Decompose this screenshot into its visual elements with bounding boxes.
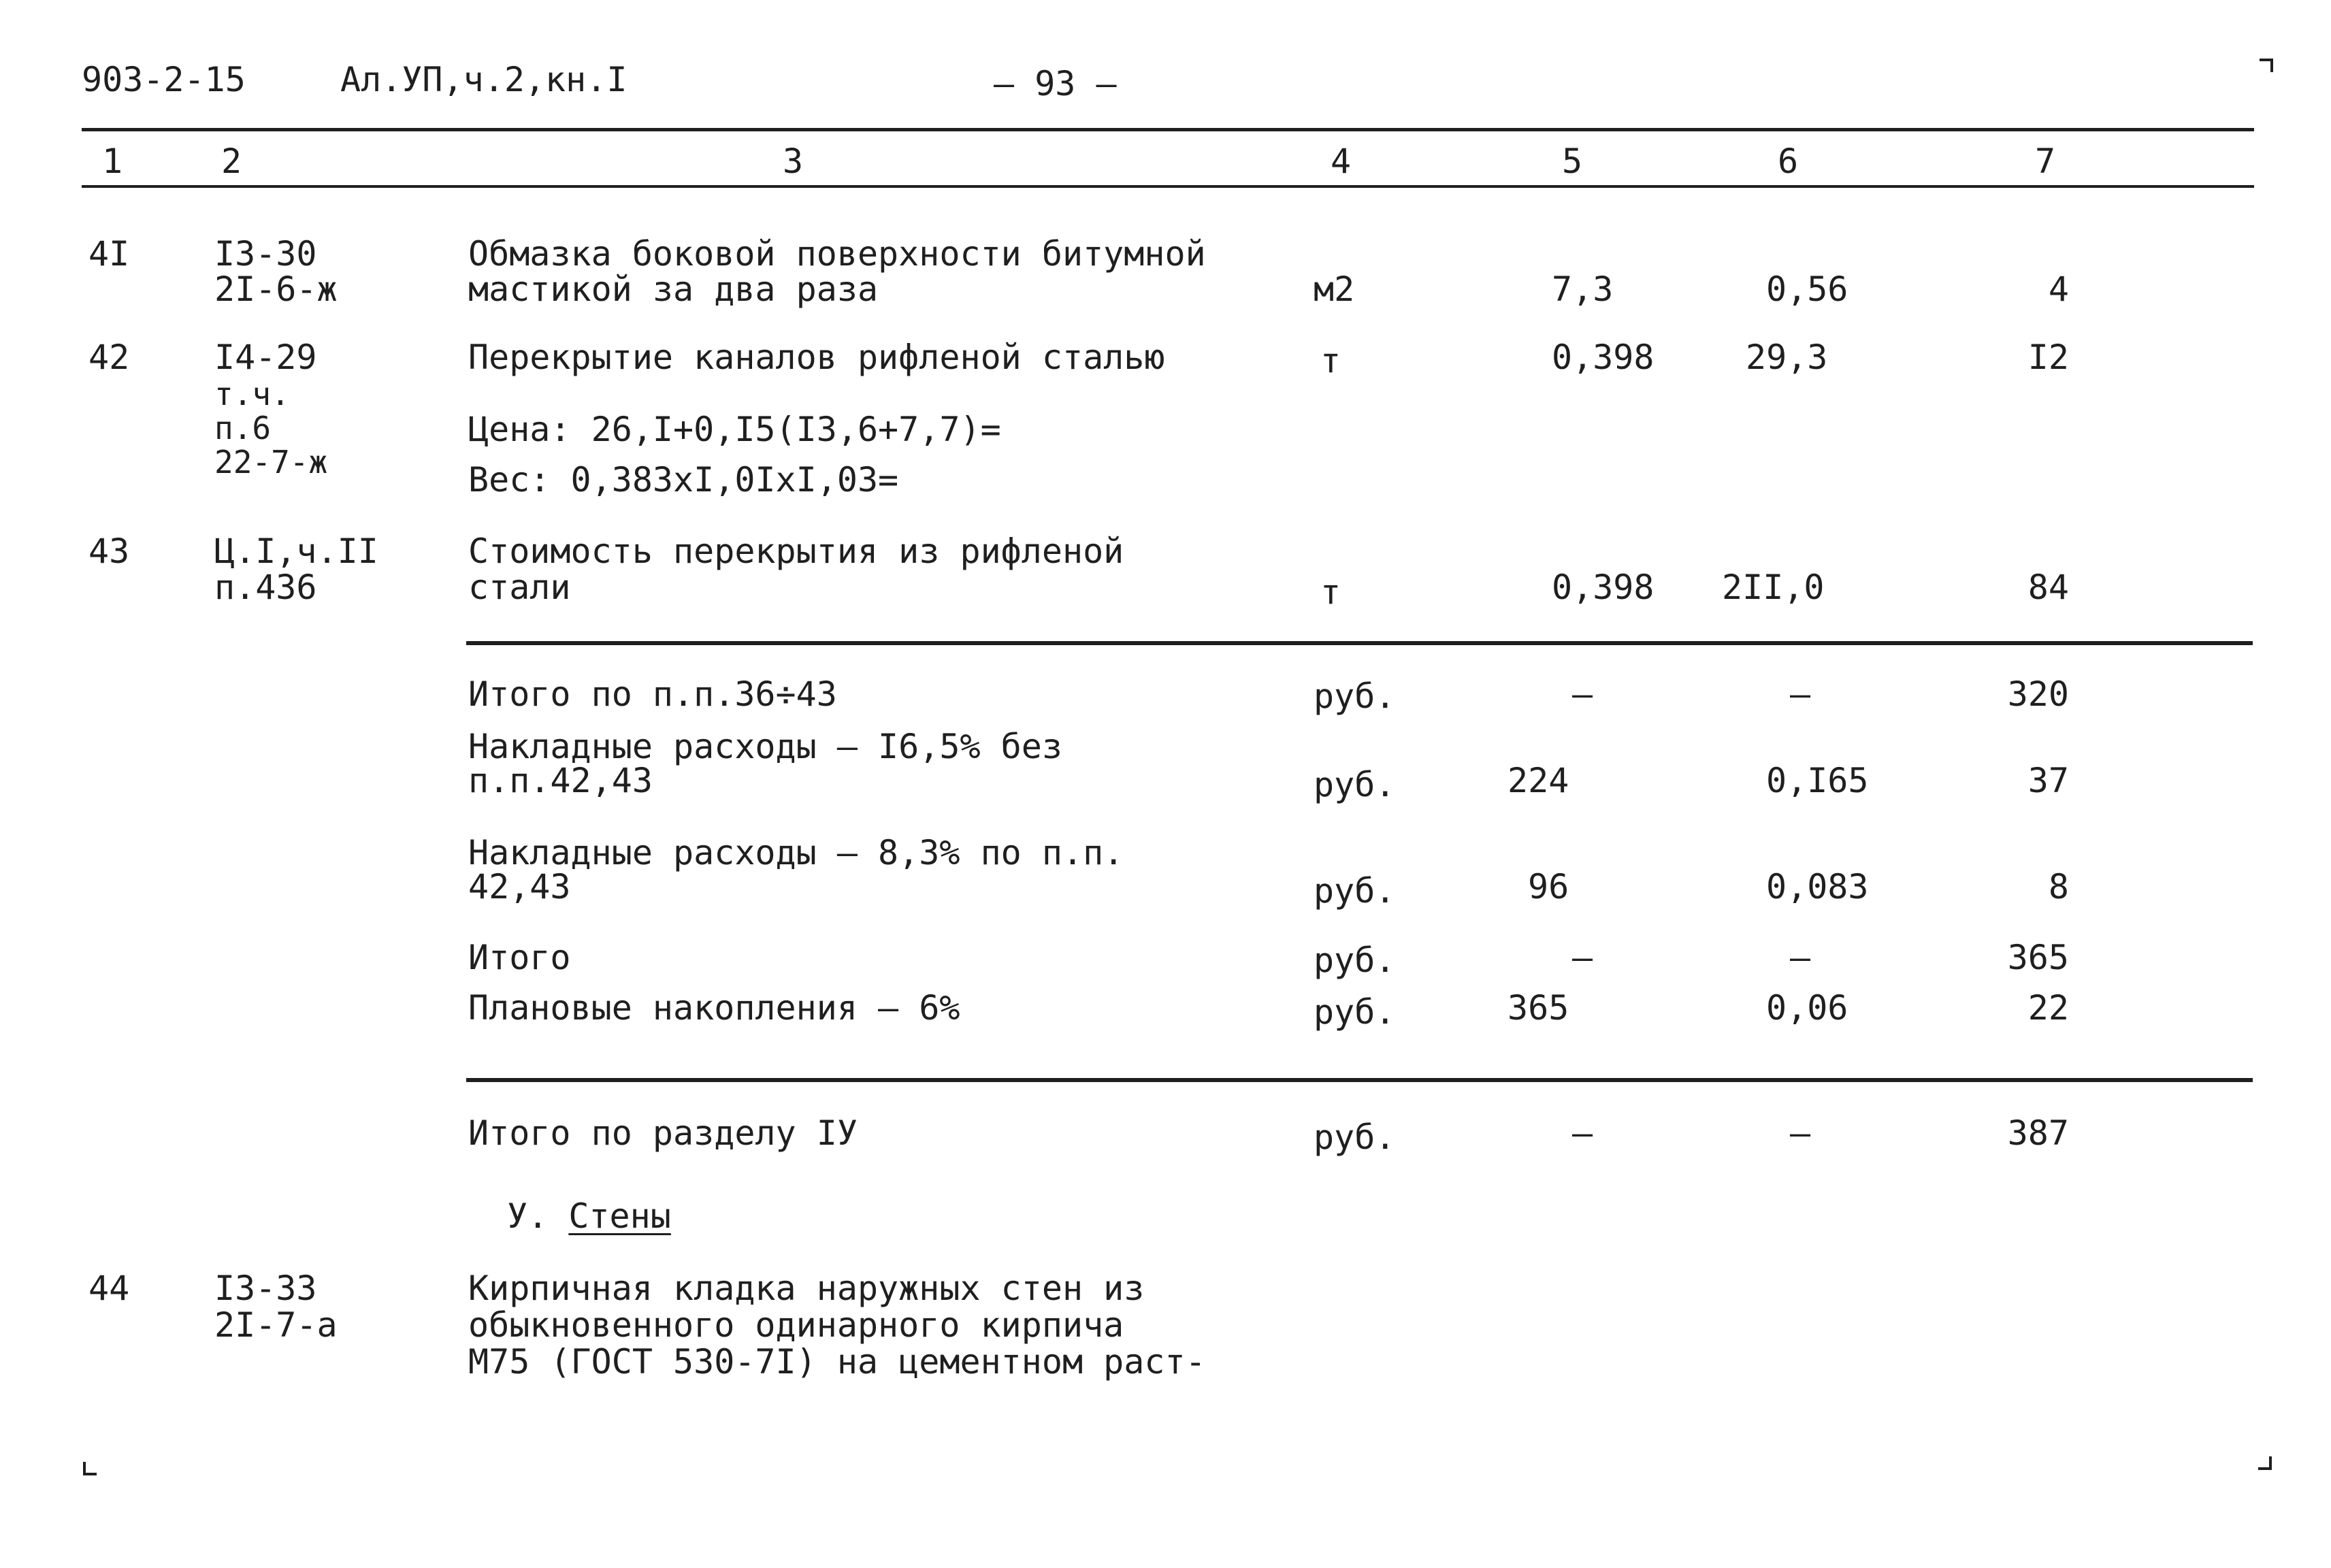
row-description: обыкновенного одинарного кирпича <box>468 1305 1124 1345</box>
total-unit: руб. <box>1314 676 1396 716</box>
total-cost: 365 <box>2007 938 2069 977</box>
row-description: Обмазка боковой поверхности битумной <box>468 234 1206 274</box>
total-unit-price: – <box>1790 674 1811 714</box>
row-unit: м2 <box>1314 270 1355 309</box>
section-heading-title: Стены <box>568 1196 671 1236</box>
album-reference: Ал.УП,ч.2,кн.I <box>340 60 627 99</box>
total-quantity: 224 <box>1507 761 1569 800</box>
weight-formula: Вес: 0,383хI,0IхI,03= <box>468 460 899 500</box>
row-number: 44 <box>88 1269 130 1308</box>
row-number: 4I <box>88 234 130 274</box>
row-number: 42 <box>88 338 130 377</box>
total-description: 42,43 <box>468 867 571 906</box>
total-description: Итого по п.п.36÷43 <box>468 674 837 714</box>
total-unit: руб. <box>1314 992 1396 1032</box>
row-description: стали <box>468 568 571 607</box>
total-description: п.п.42,43 <box>468 761 653 800</box>
total-quantity: – <box>1572 938 1593 977</box>
total-cost: 37 <box>2027 761 2069 800</box>
row-description: Стоимость перекрытия из рифленой <box>468 532 1124 571</box>
row-code: 2I-6-ж <box>214 270 338 309</box>
row-code: п.436 <box>214 568 317 607</box>
row-unit: т <box>1320 341 1341 380</box>
row-description: Перекрытие каналов рифленой сталью <box>468 338 1165 377</box>
column-number-2: 2 <box>221 142 242 181</box>
section-total-quantity: – <box>1572 1113 1593 1153</box>
row-unit-price: 29,3 <box>1746 338 1828 377</box>
row-cost: 84 <box>2027 568 2069 607</box>
total-unit-price: 0,I65 <box>1766 761 1869 800</box>
section-total-unit-price: – <box>1790 1113 1811 1153</box>
row-code: 2I-7-а <box>214 1305 338 1345</box>
row-number: 43 <box>88 532 130 571</box>
row-code: I3-30 <box>214 234 317 274</box>
row-description: М75 (ГОСТ 530-7I) на цементном раст- <box>468 1342 1206 1382</box>
column-number-3: 3 <box>783 142 804 181</box>
row-code: 22-7-ж <box>214 444 328 480</box>
total-description: Итого <box>468 938 571 977</box>
column-number-5: 5 <box>1562 142 1583 181</box>
total-unit-price: 0,06 <box>1766 988 1848 1028</box>
section-total-cost: 387 <box>2007 1113 2069 1153</box>
total-cost: 320 <box>2007 674 2069 714</box>
section-heading <box>507 1196 671 1236</box>
total-description: Накладные расходы – 8,3% по п.п. <box>468 833 1124 872</box>
corner-mark-bottom-left <box>83 1462 97 1475</box>
total-cost: 22 <box>2027 988 2069 1028</box>
row-code: I3-33 <box>214 1269 317 1308</box>
row-unit-price: 2II,0 <box>1722 568 1825 607</box>
total-unit-price: – <box>1790 938 1811 977</box>
row-cost: I2 <box>2027 338 2069 377</box>
column-number-6: 6 <box>1778 142 1799 181</box>
header-rule-top <box>82 128 2254 131</box>
section-total-description: Итого по разделу IУ <box>468 1113 858 1153</box>
row-code: Ц.I,ч.II <box>214 532 378 571</box>
totals-rule-top <box>466 641 2253 645</box>
section-heading-number: У. <box>507 1196 549 1236</box>
row-code: I4-29 <box>214 338 317 377</box>
corner-mark-top-right <box>2260 59 2273 72</box>
total-unit: руб. <box>1314 765 1396 804</box>
header-rule-bottom <box>82 185 2254 188</box>
row-quantity: 7,3 <box>1552 270 1614 309</box>
column-number-7: 7 <box>2035 142 2056 181</box>
price-formula: Цена: 26,I+0,I5(I3,6+7,7)= <box>468 410 1001 449</box>
total-unit: руб. <box>1314 871 1396 911</box>
total-unit: руб. <box>1314 941 1396 980</box>
document-code: 903-2-15 <box>82 60 246 99</box>
total-quantity: 365 <box>1507 988 1569 1028</box>
column-number-4: 4 <box>1331 142 1352 181</box>
row-description: мастикой за два раза <box>468 270 879 309</box>
row-cost: 4 <box>2048 270 2069 309</box>
row-code: т.ч. <box>214 376 290 412</box>
row-code: п.6 <box>214 410 272 446</box>
column-number-1: 1 <box>102 142 123 181</box>
section-total-rule <box>466 1078 2253 1082</box>
row-unit: т <box>1320 572 1341 612</box>
row-unit-price: 0,56 <box>1766 270 1848 309</box>
total-quantity: 96 <box>1528 867 1569 906</box>
total-description: Накладные расходы – I6,5% без <box>468 727 1062 766</box>
row-quantity: 0,398 <box>1552 338 1654 377</box>
section-total-unit: руб. <box>1314 1117 1396 1157</box>
row-description: Кирпичная кладка наружных стен из <box>468 1269 1145 1308</box>
row-quantity: 0,398 <box>1552 568 1654 607</box>
total-unit-price: 0,083 <box>1766 867 1869 906</box>
total-quantity: – <box>1572 674 1593 714</box>
page-number: – 93 – <box>994 64 1117 103</box>
total-cost: 8 <box>2048 867 2069 906</box>
total-description: Плановые накопления – 6% <box>468 988 960 1028</box>
corner-mark-bottom-right <box>2258 1456 2272 1470</box>
